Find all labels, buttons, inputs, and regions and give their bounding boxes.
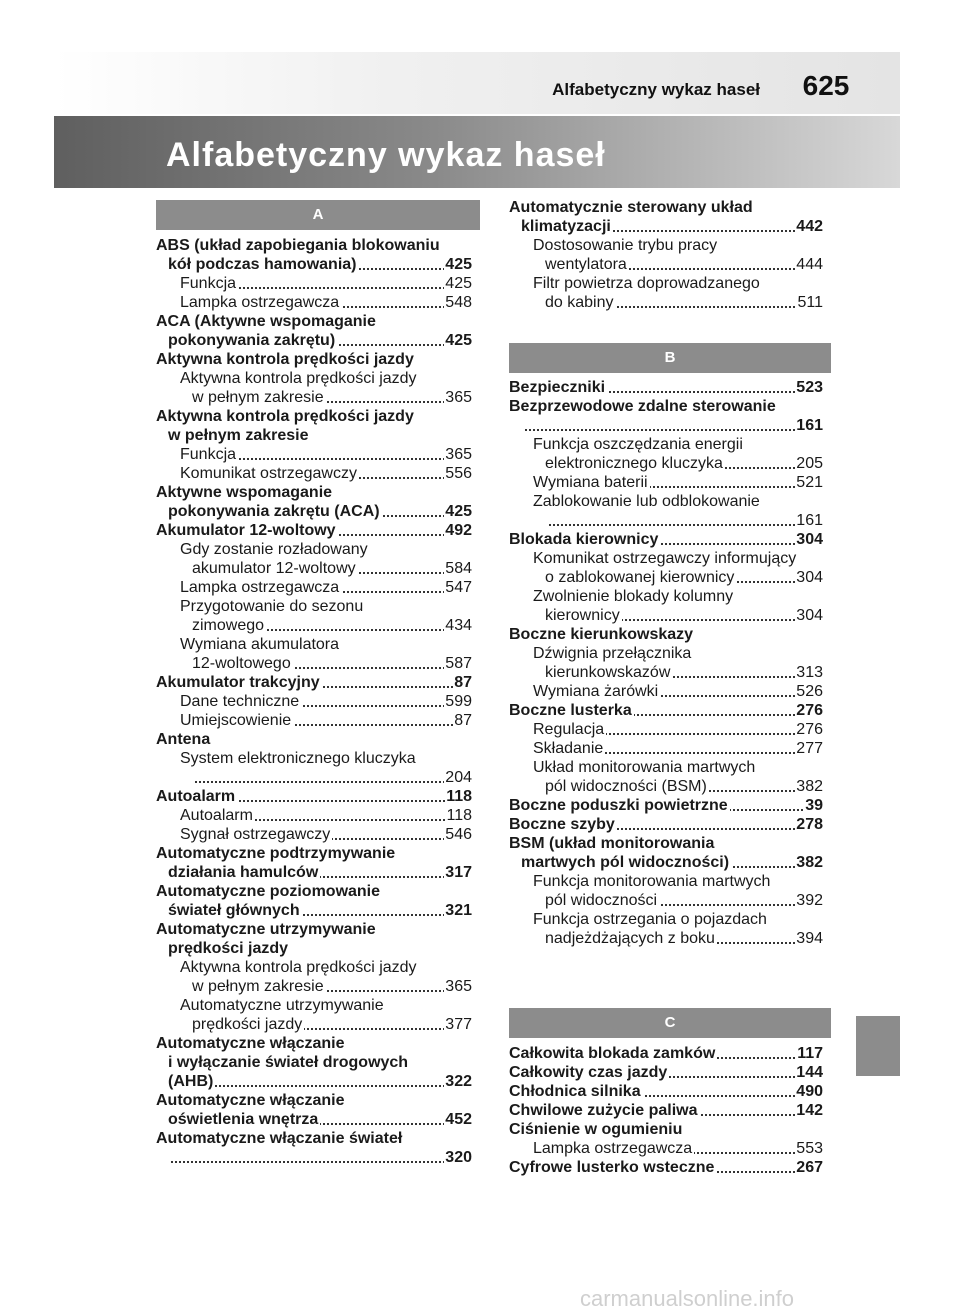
entry-label: Układ monitorowania martwych: [533, 759, 756, 776]
entry-label: Autoalarm: [156, 788, 236, 805]
entry-label: Lampka ostrzegawcza: [180, 294, 340, 311]
entry-label: w pełnym zakresie: [168, 427, 309, 444]
entry-label: Dźwignia przełącznika: [533, 645, 692, 662]
entry-label: Automatyczne włączanie świateł: [156, 1130, 403, 1147]
index-entry: [509, 853, 823, 872]
entry-label: kół podczas hamowania): [168, 256, 357, 273]
page-ref[interactable]: 267: [796, 1159, 823, 1176]
entry-label: ACA (Aktywne wspomaganie: [156, 313, 376, 330]
page-ref[interactable]: 320: [445, 1149, 472, 1166]
index-subentry: [156, 293, 472, 312]
index-entry: [156, 882, 472, 901]
entry-label: Akumulator trakcyjny: [156, 674, 320, 691]
index-subentry: [156, 825, 472, 844]
index-subentry: [509, 606, 823, 625]
index-subentry: [509, 872, 823, 891]
watermark: carmanualsonline.info: [580, 1286, 795, 1311]
page-ref[interactable]: 317: [445, 864, 472, 881]
index-subentry: [156, 749, 472, 768]
entry-label: Filtr powietrza doprowadzanego: [533, 275, 760, 292]
index-subentry: [156, 692, 472, 711]
index-subentry: [509, 777, 823, 796]
entry-label: prędkości jazdy: [168, 940, 289, 957]
index-entry: [156, 350, 472, 369]
entry-label: w pełnym zakresie: [192, 978, 324, 995]
index-subentry: [156, 369, 472, 388]
index-subentry: [509, 473, 823, 492]
page-ref[interactable]: 304: [796, 531, 823, 548]
entry-label: Chwilowe zużycie paliwa: [509, 1102, 698, 1119]
page-ref[interactable]: 444: [796, 256, 823, 273]
entry-label: BSM (układ monitorowania: [509, 835, 715, 852]
entry-label: prędkości jazdy: [192, 1016, 303, 1033]
index-subentry: [509, 293, 823, 312]
page-ref[interactable]: 452: [445, 1111, 472, 1128]
entry-label: Automatyczne podtrzymywanie: [156, 845, 396, 862]
page-ref[interactable]: 39: [805, 797, 823, 814]
index-subentry: [509, 492, 823, 511]
index-subentry: [156, 996, 472, 1015]
entry-label: [521, 417, 523, 434]
entry-label: Dostosowanie trybu pracy: [533, 237, 718, 254]
index-entry: [156, 1053, 472, 1072]
index-entry: [509, 815, 823, 834]
index-subentry: [509, 511, 823, 530]
entry-label: działania hamulców: [168, 864, 319, 881]
entry-label: martwych pól widoczności): [521, 854, 730, 871]
page-ref[interactable]: 584: [445, 560, 472, 577]
index-subentry: [156, 958, 472, 977]
page-ref[interactable]: 490: [796, 1083, 823, 1100]
entry-label: zimowego: [192, 617, 265, 634]
entry-label: Umiejscowienie: [180, 712, 292, 729]
index-entry: [156, 483, 472, 502]
index-subentry: [156, 977, 472, 996]
entry-label: Całkowita blokada zamków: [509, 1045, 716, 1062]
index-subentry: [509, 568, 823, 587]
page-ref[interactable]: 87: [454, 712, 472, 729]
index-subentry: [156, 654, 472, 673]
index-entry: [509, 198, 823, 217]
entry-label: Regulacja: [533, 721, 605, 738]
index-subentry: [509, 929, 823, 948]
entry-label: Aktywna kontrola prędkości jazdy: [180, 370, 417, 387]
entry-label: Dane techniczne: [180, 693, 300, 710]
entry-label: świateł głównych: [168, 902, 300, 919]
entry-label: Funkcja ostrzegania o pojazdach: [533, 911, 767, 928]
entry-label: Automatycznie sterowany układ: [509, 199, 753, 216]
index-subentry: [509, 739, 823, 758]
page-ref[interactable]: 204: [445, 769, 472, 786]
entry-label: Autoalarm: [180, 807, 253, 824]
entry-label: Aktywna kontrola prędkości jazdy: [156, 408, 414, 425]
index-subentry: [156, 616, 472, 635]
entry-label: Wymiana baterii: [533, 474, 648, 491]
entry-label: Gdy zostanie rozładowany: [180, 541, 368, 558]
entry-label: Lampka ostrzegawcza: [180, 579, 340, 596]
index-entry: [156, 236, 472, 255]
entry-label: Automatyczne poziomowanie: [156, 883, 381, 900]
entry-label: [168, 1149, 170, 1166]
index-subentry: [509, 910, 823, 929]
entry-label: elektronicznego kluczyka: [545, 455, 723, 472]
entry-label: Cyfrowe lusterko wsteczne: [509, 1159, 715, 1176]
index-entry: [156, 1110, 472, 1129]
entry-label: kierownicy: [545, 607, 620, 624]
entry-label: kierunkowskazów: [545, 664, 671, 681]
entry-label: Chłodnica silnika: [509, 1083, 641, 1100]
entry-label: Zablokowanie lub odblokowanie: [533, 493, 760, 510]
index-subentry: [509, 435, 823, 454]
index-subentry: [509, 454, 823, 473]
index-subentry: [156, 578, 472, 597]
entry-label: Funkcja: [180, 446, 237, 463]
entry-label: do kabiny: [545, 294, 614, 311]
index-entry: [509, 625, 823, 644]
entry-label: i wyłączanie świateł drogowych: [168, 1054, 409, 1071]
page-ref[interactable]: 526: [796, 683, 823, 700]
page-ref[interactable]: 382: [796, 778, 823, 795]
page-ref[interactable]: 117: [797, 1045, 823, 1062]
index-entry: [509, 1120, 823, 1139]
page-ref[interactable]: 547: [445, 579, 472, 596]
entry-label: akumulator 12-woltowy: [192, 560, 356, 577]
page-ref[interactable]: 276: [796, 702, 823, 719]
entry-label: Funkcja: [180, 275, 237, 292]
index-entry: [509, 530, 823, 549]
entry-label: Boczne poduszki powietrzne: [509, 797, 728, 814]
index-entry: [509, 416, 823, 435]
page-ref[interactable]: 313: [796, 664, 823, 681]
index-subentry: [509, 663, 823, 682]
index-subentry: [509, 587, 823, 606]
index-subentry: [509, 644, 823, 663]
page-ref[interactable]: 546: [445, 826, 472, 843]
index-subentry: [509, 255, 823, 274]
index-subentry: [156, 464, 472, 483]
index-entry: [509, 397, 823, 416]
page-ref[interactable]: 442: [796, 218, 823, 235]
page-ref[interactable]: 392: [796, 892, 823, 909]
index-subentry: [509, 1139, 823, 1158]
index-column-right-c: [509, 1044, 823, 1177]
entry-label: [192, 769, 194, 786]
index-entry: [509, 217, 823, 236]
page-ref[interactable]: 599: [445, 693, 472, 710]
page-ref[interactable]: 118: [446, 788, 472, 805]
index-entry: [156, 673, 472, 692]
index-entry: [509, 1044, 823, 1063]
entry-label: System elektronicznego kluczyka: [180, 750, 416, 767]
index-subentry: [509, 682, 823, 701]
page-ref[interactable]: 434: [445, 617, 472, 634]
entry-label: klimatyzacji: [521, 218, 611, 235]
entry-label: Blokada kierownicy: [509, 531, 659, 548]
index-entry: [509, 834, 823, 853]
entry-label: Automatyczne włączanie: [156, 1035, 345, 1052]
index-subentry: [156, 768, 472, 787]
page-ref[interactable]: 365: [445, 978, 472, 995]
index-entry: [156, 920, 472, 939]
entry-label: Boczne szyby: [509, 816, 615, 833]
index-subentry: [156, 559, 472, 578]
page-ref[interactable]: 161: [796, 417, 823, 434]
page-ref[interactable]: 161: [796, 512, 823, 529]
entry-label: Aktywne wspomaganie: [156, 484, 333, 501]
index-subentry: [156, 388, 472, 407]
page-ref[interactable]: 425: [445, 275, 472, 292]
index-entry: [156, 730, 472, 749]
entry-label: Funkcja monitorowania martwych: [533, 873, 771, 890]
entry-label: pól widoczności: [545, 892, 658, 909]
entry-label: Lampka ostrzegawcza: [533, 1140, 693, 1157]
page-ref[interactable]: 118: [446, 807, 472, 824]
index-column-left: [156, 236, 472, 1167]
entry-label: Całkowity czas jazdy: [509, 1064, 668, 1081]
index-subentry: [509, 758, 823, 777]
entry-label: Ciśnienie w ogumieniu: [509, 1121, 683, 1138]
page-ref[interactable]: 394: [796, 930, 823, 947]
index-subentry: [509, 549, 823, 568]
index-subentry: [156, 540, 472, 559]
page-ref[interactable]: 492: [445, 522, 472, 539]
entry-label: ABS (układ zapobiegania blokowaniu: [156, 237, 440, 254]
entry-label: Aktywna kontrola prędkości jazdy: [180, 959, 417, 976]
entry-label: pól widoczności (BSM): [545, 778, 707, 795]
header-band: [54, 52, 900, 114]
page-ref[interactable]: 322: [445, 1073, 472, 1090]
entry-label: Wymiana akumulatora: [180, 636, 340, 653]
leader-dots: [168, 1161, 472, 1163]
leader-dots: [545, 524, 823, 526]
page-ref[interactable]: 304: [796, 569, 823, 586]
index-entry: [156, 312, 472, 331]
index-subentry: [156, 1015, 472, 1034]
thumb-index-tab: [856, 1016, 900, 1076]
page-ref[interactable]: 205: [796, 455, 823, 472]
entry-label: oświetlenia wnętrza: [168, 1111, 319, 1128]
page-ref[interactable]: 87: [454, 674, 472, 691]
running-header-title: Alfabetyczny wykaz haseł: [552, 80, 760, 99]
entry-label: Wymiana żarówki: [533, 683, 659, 700]
page-ref[interactable]: 521: [796, 474, 823, 491]
page-ref[interactable]: 142: [796, 1102, 823, 1119]
entry-label: w pełnym zakresie: [192, 389, 324, 406]
page-ref[interactable]: 365: [445, 389, 472, 406]
index-entry: [509, 1101, 823, 1120]
index-subentry: [509, 236, 823, 255]
page-heading: Alfabetyczny wykaz haseł: [166, 136, 606, 174]
index-entry: [156, 939, 472, 958]
entry-label: Bezprzewodowe zdalne sterowanie: [509, 398, 776, 415]
leader-dots: [521, 429, 823, 431]
section-header-b: B: [509, 343, 831, 373]
index-entry: [156, 901, 472, 920]
entry-label: pokonywania zakrętu): [168, 332, 336, 349]
entry-label: Akumulator 12-woltowy: [156, 522, 336, 539]
entry-label: Boczne kierunkowskazy: [509, 626, 694, 643]
index-entry: [156, 426, 472, 445]
page-ref[interactable]: 377: [445, 1016, 472, 1033]
index-entry: [156, 1148, 472, 1167]
page-ref[interactable]: 523: [796, 379, 823, 396]
entry-label: 12-woltowego: [192, 655, 291, 672]
entry-label: wentylatora: [545, 256, 627, 273]
entry-label: nadjeżdżających z boku: [545, 930, 715, 947]
index-subentry: [156, 711, 472, 730]
index-subentry: [156, 806, 472, 825]
page-ref[interactable]: 304: [796, 607, 823, 624]
entry-label: pokonywania zakrętu (ACA): [168, 503, 380, 520]
index-entry: [156, 255, 472, 274]
index-entry: [156, 1091, 472, 1110]
index-entry: [156, 521, 472, 540]
index-column-right-b: [509, 378, 823, 948]
entry-label: Zwolnienie blokady kolumny: [533, 588, 734, 605]
entry-label: Komunikat ostrzegawczy: [180, 465, 357, 482]
page-ref[interactable]: 425: [445, 332, 472, 349]
page-ref[interactable]: 321: [445, 902, 472, 919]
page-ref[interactable]: 511: [797, 294, 823, 311]
page-ref[interactable]: 425: [445, 503, 472, 520]
entry-label: Boczne lusterka: [509, 702, 632, 719]
entry-label: Składanie: [533, 740, 604, 757]
index-entry: [156, 502, 472, 521]
index-subentry: [509, 891, 823, 910]
index-entry: [156, 331, 472, 350]
index-column-right-a: [509, 198, 823, 312]
entry-label: Automatyczne włączanie: [156, 1092, 345, 1109]
entry-label: Przygotowanie do sezonu: [180, 598, 364, 615]
section-header-c: C: [509, 1008, 831, 1038]
page-ref[interactable]: 553: [796, 1140, 823, 1157]
page-number: 625: [802, 70, 850, 101]
index-subentry: [156, 635, 472, 654]
entry-label: Automatyczne utrzymywanie: [180, 997, 384, 1014]
entry-label: Bezpieczniki: [509, 379, 606, 396]
entry-label: Aktywna kontrola prędkości jazdy: [156, 351, 414, 368]
index-subentry: [156, 274, 472, 293]
index-subentry: [509, 274, 823, 293]
page-ref[interactable]: 278: [796, 816, 823, 833]
index-entry: [156, 1034, 472, 1053]
index-entry: [156, 863, 472, 882]
index-subentry: [509, 720, 823, 739]
entry-label: Funkcja oszczędzania energii: [533, 436, 743, 453]
index-subentry: [156, 597, 472, 616]
index-entry: [509, 701, 823, 720]
index-subentry: [156, 445, 472, 464]
page-ref[interactable]: 365: [445, 446, 472, 463]
page-ref[interactable]: 382: [796, 854, 823, 871]
entry-label: [545, 512, 547, 529]
page-ref[interactable]: 556: [445, 465, 472, 482]
entry-label: Automatyczne utrzymywanie: [156, 921, 376, 938]
leader-dots: [192, 781, 472, 783]
page-ref[interactable]: 548: [445, 294, 472, 311]
index-entry: [509, 378, 823, 397]
page-ref[interactable]: 425: [445, 256, 472, 273]
section-header-a: A: [156, 200, 480, 230]
index-entry: [509, 1063, 823, 1082]
entry-label: o zablokowanej kierownicy: [545, 569, 735, 586]
page-ref[interactable]: 276: [796, 721, 823, 738]
entry-label: Komunikat ostrzegawczy informujący: [533, 550, 797, 567]
index-entry: [156, 787, 472, 806]
page-ref[interactable]: 587: [445, 655, 472, 672]
page-ref[interactable]: 277: [796, 740, 823, 757]
entry-label: (AHB): [168, 1073, 214, 1090]
entry-label: Sygnał ostrzegawczy: [180, 826, 331, 843]
page-ref[interactable]: 144: [796, 1064, 823, 1081]
index-entry: [509, 1082, 823, 1101]
index-entry: [156, 407, 472, 426]
index-entry: [509, 1158, 823, 1177]
index-entry: [156, 844, 472, 863]
entry-label: Antena: [156, 731, 211, 748]
index-entry: [156, 1129, 472, 1148]
index-entry: [156, 1072, 472, 1091]
index-entry: [509, 796, 823, 815]
